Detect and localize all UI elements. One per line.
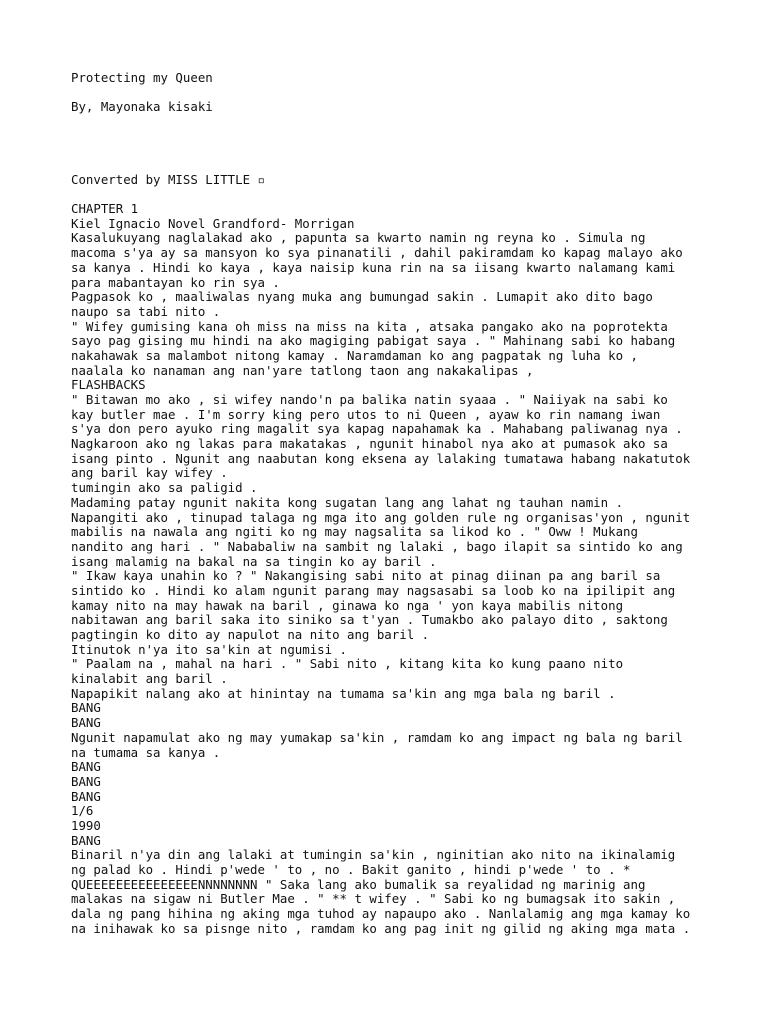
body-line: ng palad ko . Hindi p'wede ' to , no . Bakit ganito , hindi p'wede ' to . *	[71, 862, 631, 877]
body-line: nandito ang hari . " Nababaliw na sambit ng lalaki , bago ilapit sa sintido ko ang	[71, 538, 683, 554]
body-line: mabilis na nawala ang ngiti ko ng may nagsalita sa likod ko . " Oww ! Mukang	[71, 524, 638, 540]
body-line: dala ng pang hihina ng aking mga tuhod ay napaupo ako . Nanlalamig ang mga kamay ko	[71, 906, 691, 922]
body-line: BANG	[71, 715, 101, 731]
chapter-body	[71, 217, 731, 937]
body-line: QUEEEEEEEEEEEEEEENNNNNNNN " Saka lang ako bumalik sa reyalidad ng marinig ang	[71, 876, 646, 892]
body-line: FLASHBACKS	[71, 377, 146, 393]
body-line: kamay nito na may hawak na baril , ginawa ko nga ' yon kaya mabilis nitong	[71, 597, 624, 613]
body-line: nabitawan ang baril saka ito siniko sa t'yan . Tumakbo ako palayo dito , saktong	[71, 612, 668, 628]
body-line: isang malamig na bakal na sa tingin ko ay baril .	[71, 553, 437, 569]
body-line: ang baril kay wifey .	[71, 465, 228, 481]
body-line: Itinutok n'ya ito sa'kin at ngumisi .	[71, 641, 348, 657]
body-line: na tumama sa kanya .	[71, 744, 221, 760]
body-line: 1990	[71, 817, 101, 833]
body-line: naalala ko nanaman ang nan'yare tatlong taon ang nakakalipas ,	[71, 362, 534, 378]
body-line: " Wifey gumising kana oh miss na miss na kita , atsaka pangako ako na poprotekta	[71, 318, 668, 334]
chapter-heading: CHAPTER 1	[71, 201, 139, 217]
body-line: sintido ko . Hindi ko alam ngunit parang may nagsasabi sa loob ko na ipilipit ang	[71, 582, 676, 598]
body-line: na inihawak ko sa pisnge nito , ramdam ko ang pag init ng gilid ng aking mga mata .	[71, 920, 691, 936]
body-line: macoma s'ya ay sa mansyon ko sya pinanatili , dahil pakiramdam ko kapag malayo ako	[71, 245, 683, 261]
body-line: BANG	[71, 788, 101, 804]
body-line: sayo pag gising mu hindi na ako magiging pabigat saya . " Mahinang sabi ko habang	[71, 333, 676, 349]
body-line: isang pinto . Ngunit ang naabutan kong eksena ay lalaking tumatawa habang nakatutok	[71, 450, 691, 466]
body-line: Napangiti ako , tinupad talaga ng mga ito ang golden rule ng organisas'yon , ngunit	[71, 509, 691, 525]
body-line: s'ya don pero ayuko ring magalit sya kapag napahamak ka . Mahabang paliwanag nya .	[71, 421, 683, 437]
author-line: By, Mayonaka kisaki	[71, 98, 213, 114]
body-line: Napapikit nalang ako at hinintay na tumama sa'kin ang mga bala ng baril .	[71, 685, 616, 701]
body-line: " Bitawan mo ako , si wifey nando'n pa balika natin syaaa . " Naiiyak na sabi ko	[71, 392, 668, 407]
body-line: BANG	[71, 773, 101, 789]
body-line: Pagpasok ko , maaliwalas nyang muka ang bumungad sakin . Lumapit ako dito bago	[71, 289, 653, 305]
body-line: BANG	[71, 832, 101, 848]
body-line: nakahawak sa malambot nitong kamay . Naramdaman ko ang pagpatak ng luha ko ,	[71, 347, 638, 363]
body-line: " Paalam na , mahal na hari . " Sabi nito , kitang kita ko kung paano nito	[71, 656, 624, 672]
body-line: BANG	[71, 700, 101, 716]
body-line: para mabantayan ko rin sya .	[71, 274, 280, 290]
body-line: Kiel Ignacio Novel Grandford- Morrigan	[71, 215, 355, 231]
body-line: Binaril n'ya din ang lalaki at tumingin sa'kin , nginitian ako nito na ikinalamig	[71, 847, 676, 863]
body-line: kinalabit ang baril .	[71, 671, 228, 687]
body-line: 1/6	[71, 803, 94, 819]
body-line: Ngunit napamulat ako ng may yumakap sa'kin , ramdam ko ang impact ng bala ng baril	[71, 729, 683, 745]
body-line: Kasalukuyang naglalakad ako , papunta sa kwarto namin ng reyna ko . Simula ng	[71, 230, 646, 246]
converter-credit: Converted by MISS LITTLE ▫	[71, 172, 265, 188]
body-line: Nagkaroon ako ng lakas para makatakas , ngunit hinabol nya ako at pumasok ako sa	[71, 436, 668, 452]
body-line: BANG	[71, 759, 101, 775]
document-title: Protecting my Queen	[71, 70, 213, 85]
body-line: pagtingin ko dito ay napulot na nito ang baril .	[71, 627, 430, 642]
body-line: malakas na sigaw ni Butler Mae . " ** t wifey . " Sabi ko ng bumagsak ito sakin ,	[71, 891, 676, 907]
body-line: kay butler mae . I'm sorry king pero utos to ni Queen , ayaw ko rin namang iwan	[71, 406, 661, 422]
body-line: naupo sa tabi nito .	[71, 303, 221, 319]
body-line: Madaming patay ngunit nakita kong sugatan lang ang lahat ng tauhan namin .	[71, 494, 624, 510]
body-line: tumingin ako sa paligid .	[71, 480, 258, 496]
document-page	[71, 71, 731, 936]
body-line: " Ikaw kaya unahin ko ? " Nakangising sabi nito at pinag diinan pa ang baril sa	[71, 568, 661, 584]
body-line: sa kanya . Hindi ko kaya , kaya naisip kuna rin na sa iisang kwarto nalamang kami	[71, 259, 676, 275]
